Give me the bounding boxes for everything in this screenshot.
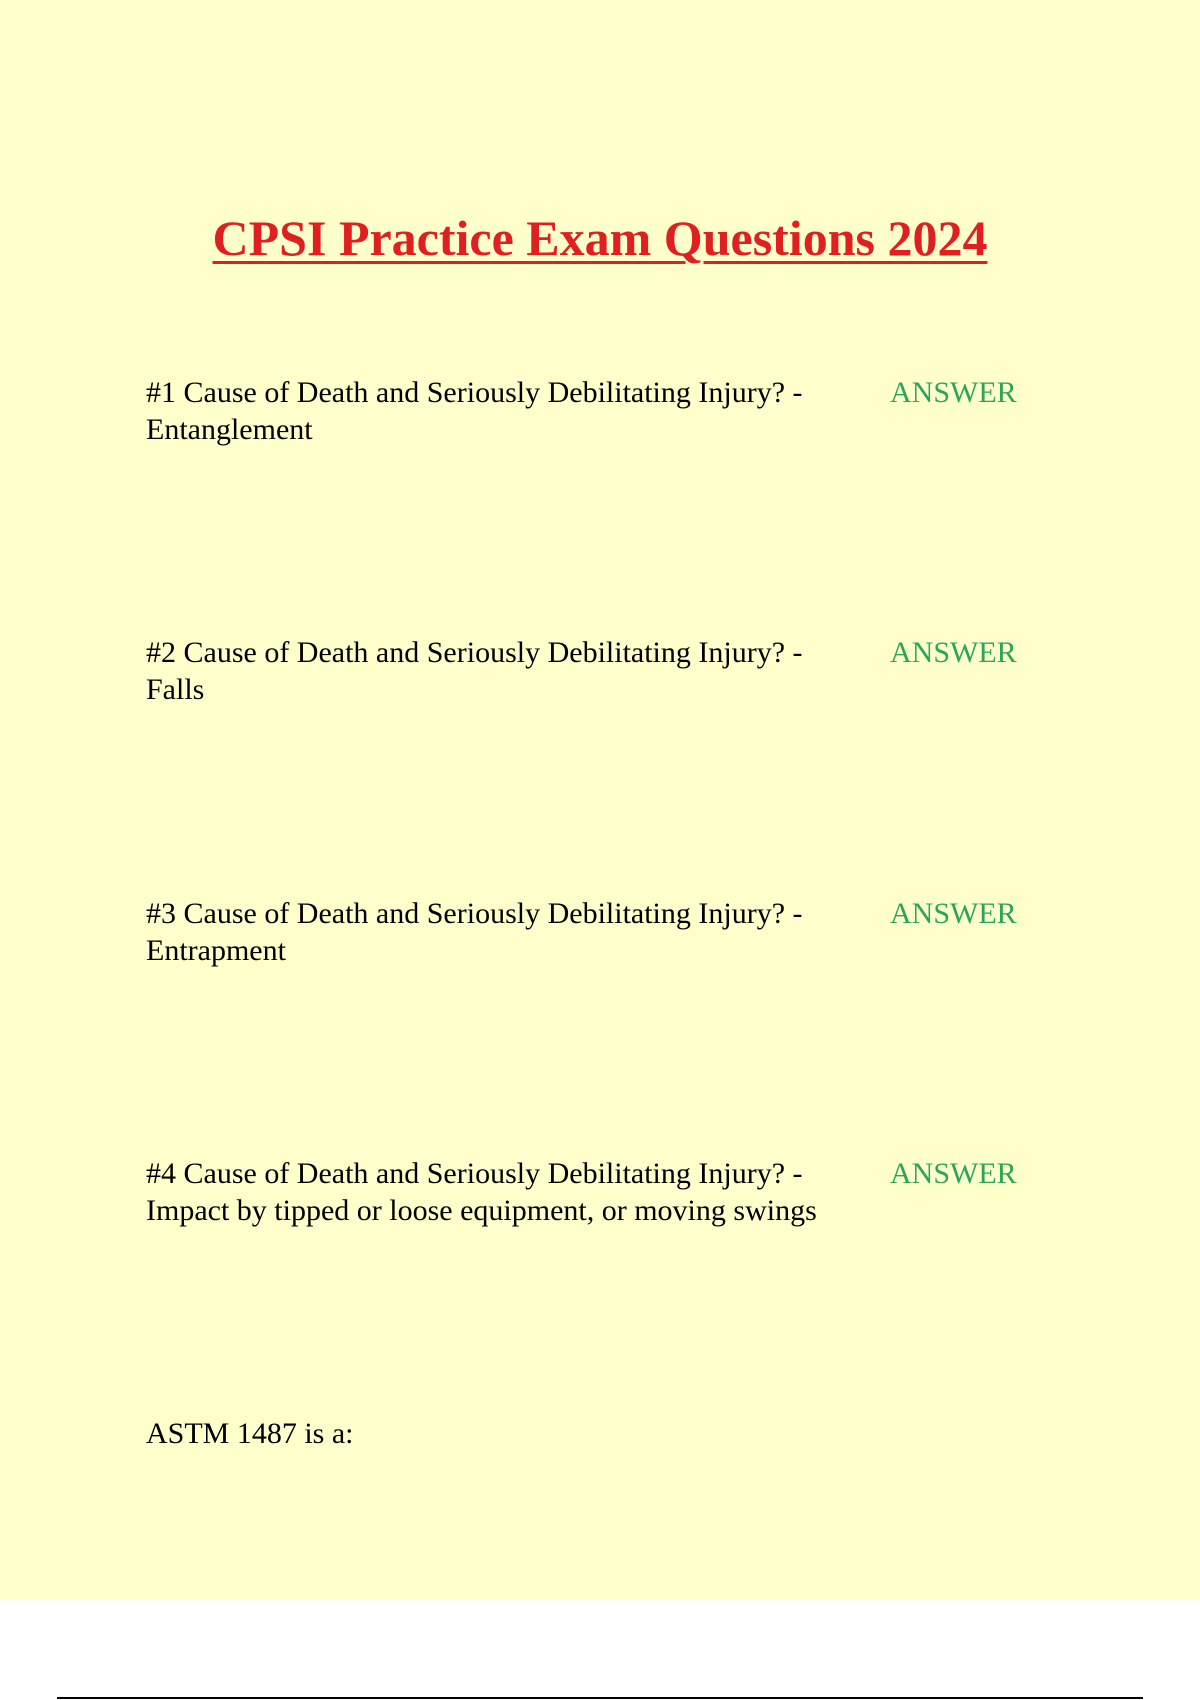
answer-label: ANSWER	[890, 636, 1017, 669]
question-text: #4 Cause of Death and Seriously Debilitating Injury? -	[146, 1157, 803, 1190]
question-text: #2 Cause of Death and Seriously Debilitating Injury? -	[146, 636, 803, 669]
answer-text: Falls	[146, 673, 205, 706]
question-text: ASTM 1487 is a:	[146, 1417, 354, 1450]
qa-item	[146, 634, 1046, 708]
answer-label: ANSWER	[890, 376, 1017, 409]
answer-text: Entanglement	[146, 413, 313, 446]
answer-label: ANSWER	[890, 1157, 1017, 1190]
answer-text: Entrapment	[146, 934, 286, 967]
page-title: CPSI Practice Exam Questions 2024	[212, 210, 988, 266]
qa-item	[146, 1155, 1046, 1229]
answer-label: ANSWER	[890, 897, 1017, 930]
question-text: #3 Cause of Death and Seriously Debilitating Injury? -	[146, 897, 803, 930]
qa-item	[146, 374, 1046, 448]
qa-item	[146, 1415, 1046, 1452]
qa-item	[146, 895, 1046, 969]
answer-text: Impact by tipped or loose equipment, or moving swings	[146, 1194, 817, 1227]
question-text: #1 Cause of Death and Seriously Debilitating Injury? -	[146, 376, 803, 409]
footer-divider	[57, 1697, 1143, 1699]
